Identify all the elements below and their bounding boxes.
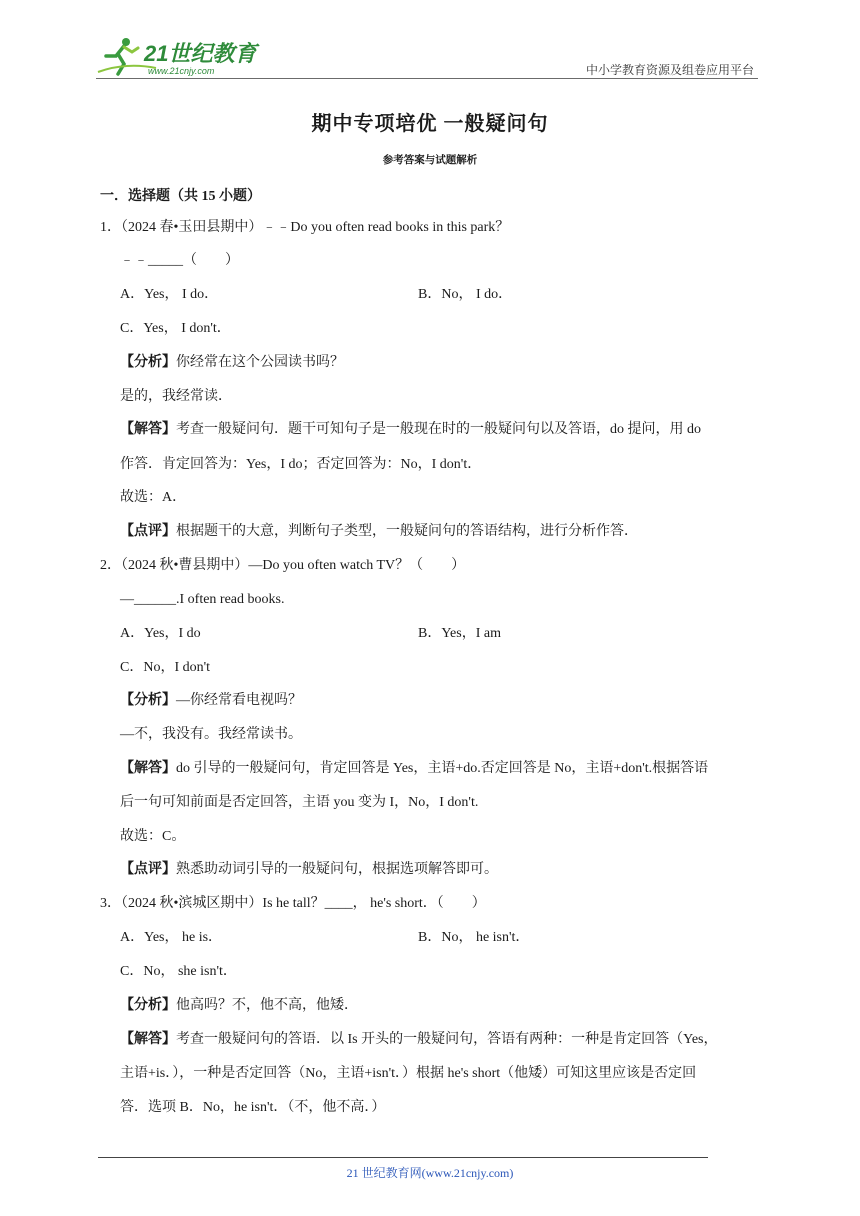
q2-answer	[120, 760, 708, 778]
21cnjy-logo	[96, 34, 266, 78]
answer-tag: 【解答】	[120, 761, 176, 776]
q3-option-b[interactable]: B．No， he isn't．	[418, 930, 530, 945]
q2-stem: 2．（2024 秋•曹县期中）—Do you often watch TV？（ ）	[100, 558, 466, 573]
q1-option-a[interactable]: A．Yes， I do．	[120, 287, 219, 302]
section-prefix: 一．选择题（共	[100, 189, 202, 204]
q2-blank: —______.I often read books.	[120, 592, 285, 607]
answer-tag: 【解答】	[120, 422, 176, 437]
analysis-tag: 【分析】	[120, 693, 176, 708]
q1-option-c[interactable]: C．Yes， I don't．	[120, 321, 231, 336]
logo-url: www.21cnjy.com	[148, 66, 215, 76]
q1-answer-text: 考查一般疑问句．题干可知句子是一般现在时的一般疑问句以及答语，do 提问，用 do	[176, 422, 701, 437]
answer-tag: 【解答】	[120, 1032, 176, 1047]
header-divider	[96, 78, 758, 79]
footer-divider	[98, 1157, 708, 1158]
q1-analysis-text: 你经常在这个公园读书吗？	[176, 355, 344, 370]
q1-answer-2: 作答．肯定回答为：Yes，I do；否定回答为：No，I don't．	[120, 457, 482, 472]
section-suffix: 小题）	[215, 189, 261, 204]
page-title: 期中专项培优 一般疑问句	[311, 113, 549, 135]
q2-option-a[interactable]: A．Yes，I do	[120, 626, 201, 641]
q2-comment	[120, 861, 498, 879]
footer-link[interactable]: 21 世纪教育网(www.21cnjy.com)	[346, 1166, 514, 1180]
q2-answer-text: do 引导的一般疑问句，肯定回答是 Yes，主语+do.否定回答是 No，主语+don't.根据答语	[176, 761, 709, 776]
analysis-tag: 【分析】	[120, 998, 176, 1013]
q2-analysis-2: —不，我没有。我经常读书。	[120, 727, 302, 742]
q1-blank: ﹣﹣_____（ ）	[120, 253, 239, 268]
q1-analysis-2: 是的，我经常读．	[120, 389, 232, 404]
q3-answer	[120, 1031, 717, 1049]
q2-comment-text: 熟悉助动词引导的一般疑问句，根据选项解答即可。	[176, 862, 498, 877]
q2-analysis-text: —你经常看电视吗？	[176, 693, 302, 708]
comment-tag: 【点评】	[120, 862, 176, 877]
section-heading	[100, 185, 261, 205]
analysis-tag: 【分析】	[120, 355, 176, 370]
q2-analysis	[120, 692, 302, 710]
q3-option-c[interactable]: C．No， she isn't．	[120, 964, 237, 979]
q1-comment	[120, 523, 638, 541]
q1-option-b[interactable]: B．No， I do．	[418, 287, 513, 302]
q3-option-a[interactable]: A．Yes， he is．	[120, 930, 223, 945]
logo-text: 21世纪教育	[144, 41, 257, 66]
platform-name: 中小学教育资源及组卷应用平台	[585, 63, 754, 77]
q3-analysis-text: 他高吗？不，他不高，他矮．	[176, 998, 358, 1013]
q3-answer-3: 答．选项 B．No，he isn't．（不，他不高．）	[120, 1100, 386, 1115]
q1-analysis	[120, 354, 344, 372]
page-header	[96, 34, 758, 80]
section-count: 15	[201, 189, 216, 204]
q3-answer-text: 考查一般疑问句的答语．以 Is 开头的一般疑问句，答语有两种：一种是肯定回答（Yes，	[176, 1032, 718, 1047]
q3-answer-2: 主语+is．），一种是否定回答（No，主语+isn't．）根据 he's short（他矮）可知这里应该是否定回	[120, 1066, 697, 1081]
q1-choice: 故选：A．	[120, 490, 187, 505]
q1-answer	[120, 421, 701, 439]
q2-answer-2: 后一句可知前面是否定回答，主语 you 变为 I，No，I don't.	[120, 795, 479, 810]
q1-stem: 1．（2024 春•玉田县期中）﹣﹣Do you often read books in this park？	[100, 220, 510, 235]
q2-option-b[interactable]: B．Yes，I am	[418, 626, 501, 641]
comment-tag: 【点评】	[120, 524, 176, 539]
q2-option-c[interactable]: C．No，I don't	[120, 660, 211, 675]
q1-comment-text: 根据题干的大意，判断句子类型，一般疑问句的答语结构，进行分析作答．	[176, 524, 638, 539]
q2-choice: 故选：C。	[120, 829, 186, 844]
q3-analysis	[120, 997, 358, 1015]
q3-stem: 3．（2024 秋•滨城区期中）Is he tall？____， he's short．（ ）	[100, 896, 486, 911]
page-subtitle: 参考答案与试题解析	[382, 155, 478, 166]
